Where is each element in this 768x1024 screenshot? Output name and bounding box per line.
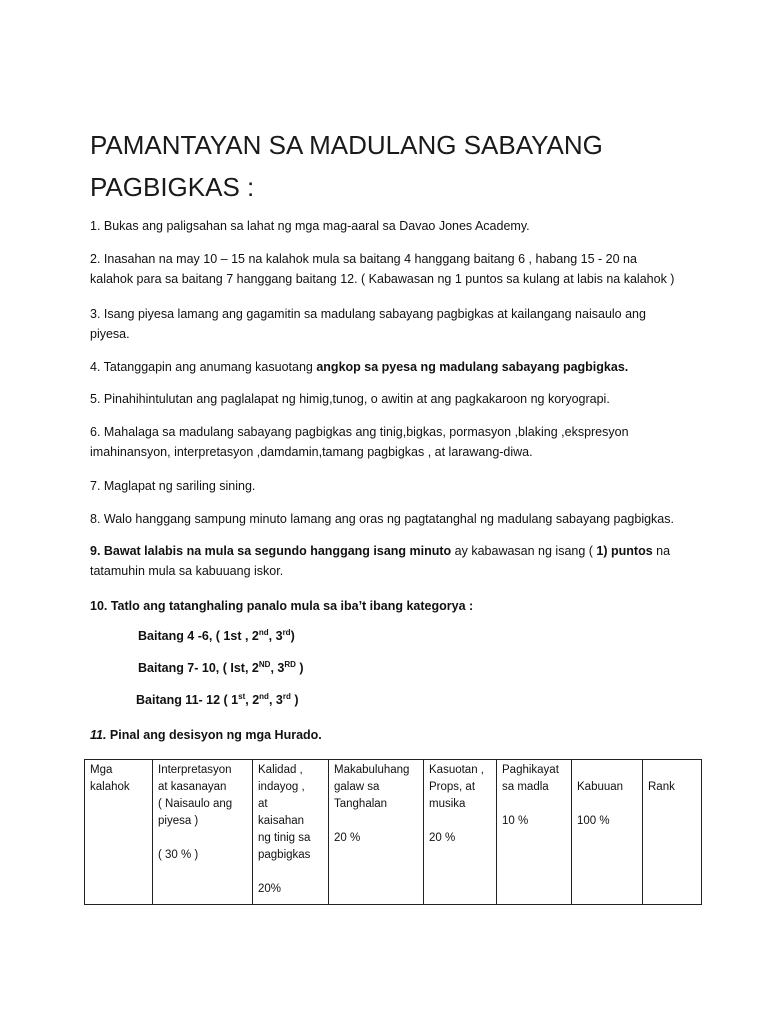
category-grade-7-10 (138, 658, 304, 678)
cell-line: 20 % (429, 832, 456, 844)
title-line-2: PAGBIGKAS : (90, 172, 255, 202)
rule-9-line-1 (90, 541, 670, 561)
col-voice-quality (253, 760, 329, 905)
rule-11-text: Pinal ang desisyon ng mga Hurado. (106, 728, 322, 742)
criteria-table (84, 759, 702, 905)
rule-10: 10. Tatlo ang tatanghaling panalo mula sa iba’t ibang kategorya : (90, 599, 474, 613)
cell-line: musika (429, 798, 466, 810)
cell-line: piyesa ) (158, 815, 199, 827)
cell-line: indayog , (258, 781, 305, 793)
category-sep: , 3 (268, 629, 283, 643)
rule-3 (90, 304, 646, 344)
cell-gap (577, 796, 637, 813)
col-total (572, 760, 643, 905)
cell-line: at (258, 798, 268, 810)
cell-gap (334, 813, 418, 830)
document-title (90, 124, 690, 208)
cell-line: Mga (90, 764, 113, 776)
category-label: Baitang 4 -6, ( 1st , 2 (138, 629, 259, 643)
rule-9 (90, 541, 670, 581)
cell-line: 20 % (334, 832, 361, 844)
ordinal-suffix: RD (284, 659, 296, 669)
category-sep: , 2 (245, 693, 260, 707)
rule-4 (90, 357, 628, 377)
table-row (85, 760, 702, 905)
cell-line: Interpretasyon (158, 764, 232, 776)
rule-1: 1. Bukas ang paligsahan sa lahat ng mga mag-aaral sa Davao Jones Academy. (90, 219, 530, 233)
ordinal-suffix: st (238, 691, 246, 701)
cell-line: at kasanayan (158, 781, 227, 793)
category-grade-4-6 (138, 626, 295, 646)
rule-7: 7. Maglapat ng sariling sining. (90, 479, 256, 493)
rule-2-line-2: kalahok para sa baitang 7 hanggang baitang 12. ( Kabawasan ng 1 puntos sa kulang at labis na kalahok ) (90, 272, 675, 286)
col-audience-appeal (497, 760, 572, 905)
cell-line: Kasuotan , (429, 764, 484, 776)
category-grade-11-12 (136, 690, 298, 710)
cell-line: kalahok (90, 781, 130, 793)
cell-line: kaisahan (258, 815, 305, 827)
cell-line: sa madla (502, 781, 549, 793)
rule-4-text: 4. Tatanggapin ang anumang kasuotang (90, 360, 317, 374)
cell-gap (429, 813, 491, 830)
rule-6-line-1: 6. Mahalaga sa madulang sabayang pagbigkas ang tinig,bigkas, pormasyon ,blaking ,ekspresyon (90, 425, 629, 439)
cell-line: ng tinig sa (258, 832, 311, 844)
cell-gap (158, 830, 247, 847)
cell-line: 10 % (502, 815, 529, 827)
category-label: Baitang 11- 12 ( 1 (136, 693, 239, 707)
cell-gap (648, 762, 696, 779)
category-label: Baitang 7- 10, ( Ist, 2 (138, 661, 259, 675)
rule-3-line-1: 3. Isang piyesa lamang ang gagamitin sa madulang sabayang pagbigkas at kailangang naisaulo ang (90, 307, 646, 321)
col-costume (424, 760, 497, 905)
ordinal-suffix: nd (259, 691, 269, 701)
cell-line: Rank (648, 781, 675, 793)
category-end: ) (290, 629, 295, 643)
cell-line: 100 % (577, 815, 610, 827)
cell-line: galaw sa (334, 781, 380, 793)
col-participants (85, 760, 153, 905)
rule-3-line-2: piyesa. (90, 327, 130, 341)
rule-11 (90, 725, 322, 745)
rule-4-bold: angkop sa pyesa ng madulang sabayang pagbigkas. (316, 360, 629, 374)
cell-line: Props, at (429, 781, 476, 793)
cell-line: 20% (258, 883, 282, 895)
title-line-1: PAMANTAYAN SA MADULANG SABAYANG (90, 130, 603, 160)
rule-9-points: 1) puntos (596, 544, 653, 558)
cell-line: Paghikayat (502, 764, 559, 776)
rule-6 (90, 422, 629, 462)
cell-line: Tanghalan (334, 798, 388, 810)
rule-2-line-1: 2. Inasahan na may 10 – 15 na kalahok mula sa baitang 4 hanggang baitang 6 , habang 15 - 20 na (90, 252, 637, 266)
rule-9-line-2: tatamuhin mula sa kabuuang iskor. (90, 564, 284, 578)
category-end: ) (290, 693, 299, 707)
cell-line: ( 30 % ) (158, 849, 199, 861)
ordinal-suffix: rd (282, 691, 291, 701)
cell-gap (258, 864, 323, 881)
rule-9-bold: 9. Bawat lalabis na mula sa segundo hanggang isang minuto (90, 544, 452, 558)
cell-gap (577, 762, 637, 779)
col-stage-movement (329, 760, 424, 905)
cell-gap (502, 796, 566, 813)
ordinal-suffix: ND (258, 659, 271, 669)
category-sep: , 3 (270, 661, 285, 675)
category-sep: , 3 (268, 693, 283, 707)
cell-line: pagbigkas (258, 849, 311, 861)
col-rank (643, 760, 702, 905)
rule-8: 8. Walo hanggang sampung minuto lamang ang oras ng pagtatanghal ng madulang sabayang pagbigkas. (90, 512, 674, 526)
cell-line: ( Naisaulo ang (158, 798, 233, 810)
col-interpretation (153, 760, 253, 905)
category-end: ) (295, 661, 304, 675)
ordinal-suffix: nd (258, 627, 269, 637)
rule-9-end: na (652, 544, 671, 558)
rule-5: 5. Pinahihintulutan ang paglalapat ng himig,tunog, o awitin at ang pagkakaroon ng koryograpi. (90, 392, 610, 406)
cell-line: Kabuuan (577, 781, 624, 793)
cell-line: Kalidad , (258, 764, 303, 776)
rule-2 (90, 249, 674, 289)
cell-line: Makabuluhang (334, 764, 410, 776)
rule-11-number: 11. (90, 728, 107, 742)
rule-6-line-2: imahinansyon, interpretasyon ,damdamin,tamang pagbigkas , at larawang-diwa. (90, 445, 533, 459)
rule-9-text: ay kabawasan ng isang ( (451, 544, 597, 558)
ordinal-suffix: rd (282, 627, 291, 637)
